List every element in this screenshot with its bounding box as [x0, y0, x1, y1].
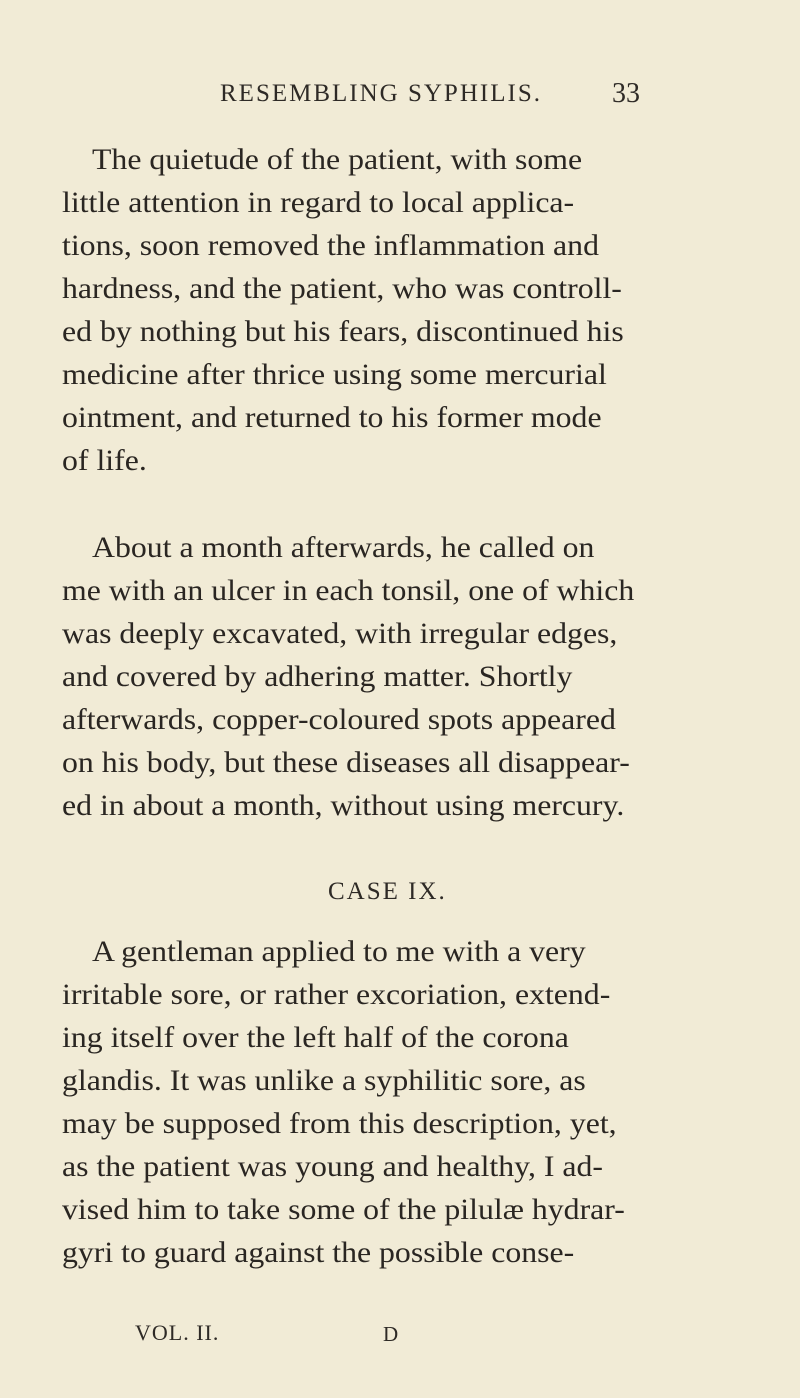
text-line: A gentleman applied to me with a very: [92, 935, 586, 968]
page-number: 33: [612, 78, 640, 109]
signature-line: [0, 1320, 800, 1354]
signature-mark: D: [383, 1322, 399, 1346]
running-head: [0, 80, 800, 116]
text-line: hardness, and the patient, who was controll-: [62, 272, 622, 305]
text-line: me with an ulcer in each tonsil, one of which: [62, 574, 635, 607]
text-line: glandis. It was unlike a syphilitic sore, as: [62, 1064, 586, 1097]
text-line: and covered by adhering matter. Shortly: [62, 660, 573, 693]
text-line: About a month afterwards, he called on: [92, 531, 595, 564]
text-line: afterwards, copper-coloured spots appeared: [62, 703, 616, 736]
text-line: may be supposed from this description, yet,: [62, 1107, 617, 1140]
text-line: ing itself over the left half of the corona: [62, 1021, 569, 1054]
volume-label: VOL. II.: [135, 1320, 220, 1345]
text-line: of life.: [62, 444, 147, 477]
running-title: RESEMBLING SYPHILIS.: [220, 80, 542, 107]
text-line: on his body, but these diseases all disappear-: [62, 746, 630, 779]
text-line: was deeply excavated, with irregular edges,: [62, 617, 618, 650]
text-line: ointment, and returned to his former mode: [62, 401, 602, 434]
text-line: as the patient was young and healthy, I ad-: [62, 1150, 604, 1183]
text-line: The quietude of the patient, with some: [92, 143, 583, 176]
case-heading: CASE IX.: [328, 878, 447, 905]
text-line: little attention in regard to local applica-: [62, 186, 575, 219]
text-line: ed by nothing but his fears, discontinued his: [62, 315, 624, 348]
text-line: medicine after thrice using some mercurial: [62, 358, 607, 391]
text-line: irritable sore, or rather excoriation, extend-: [62, 978, 611, 1011]
text-line: tions, soon removed the inflammation and: [62, 229, 599, 262]
text-line: ed in about a month, without using mercury.: [62, 789, 625, 822]
text-line: gyri to guard against the possible conse-: [62, 1236, 575, 1269]
text-line: vised him to take some of the pilulæ hydrar-: [62, 1193, 625, 1226]
